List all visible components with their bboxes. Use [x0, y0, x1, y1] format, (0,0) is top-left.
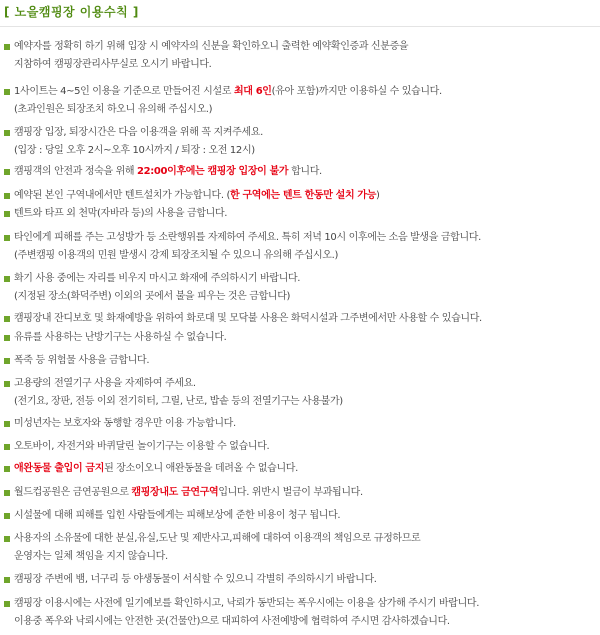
square-bullet-icon	[4, 381, 10, 387]
rule-note: (전기요, 장판, 전등 이외 전기히터, 그릴, 난로, 밥솥 등의 전열기구는 사용불가)	[14, 396, 343, 407]
rule-note: (입장 : 당일 오후 2시~오후 10시까지 / 퇴장 : 오전 12시)	[14, 145, 255, 156]
rule-item	[4, 163, 600, 181]
square-bullet-icon	[4, 444, 10, 450]
square-bullet-icon	[4, 89, 10, 95]
square-bullet-icon	[4, 577, 10, 583]
rule-item	[4, 310, 600, 328]
rule-text: 1사이트는 4~5인 이용을 기준으로 만들어진 시설로 최대 6인(유아 포함)까지만 이용하실 수 있습니다.	[14, 86, 442, 97]
square-bullet-icon	[4, 193, 10, 199]
square-bullet-icon	[4, 211, 10, 217]
rule-item	[4, 270, 600, 306]
rule-note: (초과인원은 퇴장조치 하오니 유의해 주십시오.)	[14, 104, 213, 115]
square-bullet-icon	[4, 44, 10, 50]
rule-item	[4, 530, 600, 566]
highlight-text: 한 구역에는 텐트 한동만 설치 가능	[230, 190, 377, 201]
rule-item	[4, 352, 600, 370]
square-bullet-icon	[4, 513, 10, 519]
rule-note: 이용중 폭우와 낙뢰시에는 안전한 곳(건물안)으로 대피하여 사전예방에 협력하여 주시면 감사하겠습니다.	[14, 616, 450, 627]
rule-item	[4, 375, 600, 411]
rule-text: 캠핑장 입장, 퇴장시간은 다음 이용객을 위해 꼭 지켜주세요.	[14, 127, 263, 138]
rule-text: 타인에게 피해를 주는 고성방가 등 소란행위를 자제하여 주세요. 특히 저녁 10시 이후에는 소음 발생을 금합니다.	[14, 232, 481, 243]
rule-item	[4, 507, 600, 525]
rule-text: 캠핑객의 안전과 정숙을 위해 22:00이후에는 캠핑장 입장이 불가 합니다.	[14, 166, 322, 177]
rule-text: 캠핑장내 잔디보호 및 화재예방을 위하여 화로대 및 모닥불 사용은 화덕시설과 그주변에서만 사용할 수 있습니다.	[14, 313, 482, 324]
square-bullet-icon	[4, 601, 10, 607]
rule-text: 사용자의 소유물에 대한 분실,유실,도난 및 제반사고,피해에 대하여 이용객의 책임으로 규정하므로	[14, 533, 421, 544]
square-bullet-icon	[4, 169, 10, 175]
title-divider	[0, 26, 600, 27]
rule-item	[4, 205, 600, 223]
rule-item	[4, 438, 600, 456]
rule-text: 유류를 사용하는 난방기구는 사용하실 수 없습니다.	[14, 332, 227, 343]
rule-text: 고용량의 전열기구 사용을 자제하여 주세요.	[14, 378, 196, 389]
square-bullet-icon	[4, 358, 10, 364]
rule-item	[4, 187, 600, 205]
rule-text: 화기 사용 중에는 자리를 비우지 마시고 화재에 주의하시기 바랍니다.	[14, 273, 301, 284]
rule-text: 폭죽 등 위험물 사용을 금합니다.	[14, 355, 150, 366]
rule-text: 시설물에 대해 피해를 입힌 사람들에게는 피해보상에 준한 비용이 청구 됩니다.	[14, 510, 341, 521]
rule-note: (주변캠핑 이용객의 민원 발생시 강제 퇴장조치될 수 있으니 유의해 주십시오.)	[14, 250, 338, 261]
square-bullet-icon	[4, 276, 10, 282]
square-bullet-icon	[4, 536, 10, 542]
rule-text: 캠핑장 주변에 뱀, 너구리 등 야생동물이 서식할 수 있으니 각별히 주의하시기 바랍니다.	[14, 574, 377, 585]
rule-text: 미성년자는 보호자와 동행할 경우만 이용 가능합니다.	[14, 418, 236, 429]
rule-item	[4, 329, 600, 347]
highlight-text: 캠핑장내도 금연구역	[131, 487, 219, 498]
rule-item	[4, 484, 600, 502]
rule-item	[4, 229, 600, 265]
square-bullet-icon	[4, 421, 10, 427]
square-bullet-icon	[4, 235, 10, 241]
rule-note: (지정된 장소(화덕주변) 이외의 곳에서 불을 피우는 것은 금합니다)	[14, 291, 291, 302]
rule-item	[4, 460, 600, 478]
highlight-text: 22:00이후에는 캠핑장 입장이 불가	[137, 166, 289, 177]
rule-text: 월드컵공원은 금연공원으로 캠핑장내도 금연구역입니다. 위반시 벌금이 부과됩니다.	[14, 487, 363, 498]
highlight-text: 최대 6인	[233, 86, 272, 97]
rule-text: 캠핑장 이용시에는 사전에 일기예보를 확인하시고, 낙뢰가 동반되는 폭우시에는 이용을 삼가해 주시기 바랍니다.	[14, 598, 480, 609]
square-bullet-icon	[4, 316, 10, 322]
rule-note: 운영자는 일체 책임을 지지 않습니다.	[14, 551, 168, 562]
rule-item	[4, 571, 600, 589]
rule-text: 오토바이, 자전거와 바퀴달린 놀이기구는 이용할 수 없습니다.	[14, 441, 270, 452]
rule-text: 예약자를 정확히 하기 위해 입장 시 예약자의 신분을 확인하오니 출력한 예약확인증과 신분증을	[14, 41, 409, 52]
square-bullet-icon	[4, 466, 10, 472]
rule-note: 지참하여 캠핑장관리사무실로 오시기 바랍니다.	[14, 59, 212, 70]
rule-item	[4, 595, 600, 631]
rule-item	[4, 83, 600, 119]
highlight-text: 애완동물 출입이 금지	[14, 463, 105, 474]
rule-item	[4, 124, 600, 160]
square-bullet-icon	[4, 130, 10, 136]
rule-item	[4, 38, 600, 74]
square-bullet-icon	[4, 335, 10, 341]
rule-text: 예약된 본인 구역내에서만 텐트설치가 가능합니다. (한 구역에는 텐트 한동만 설치 가능)	[14, 190, 380, 201]
rule-text: 텐트와 타프 외 천막(자바라 등)의 사용을 금합니다.	[14, 208, 228, 219]
rule-text: 애완동물 출입이 금지된 장소이오니 애완동물을 데려올 수 없습니다.	[14, 463, 298, 474]
square-bullet-icon	[4, 490, 10, 496]
rule-item	[4, 415, 600, 433]
page-title: [ 노을캠핑장 이용수칙 ]	[4, 5, 139, 19]
